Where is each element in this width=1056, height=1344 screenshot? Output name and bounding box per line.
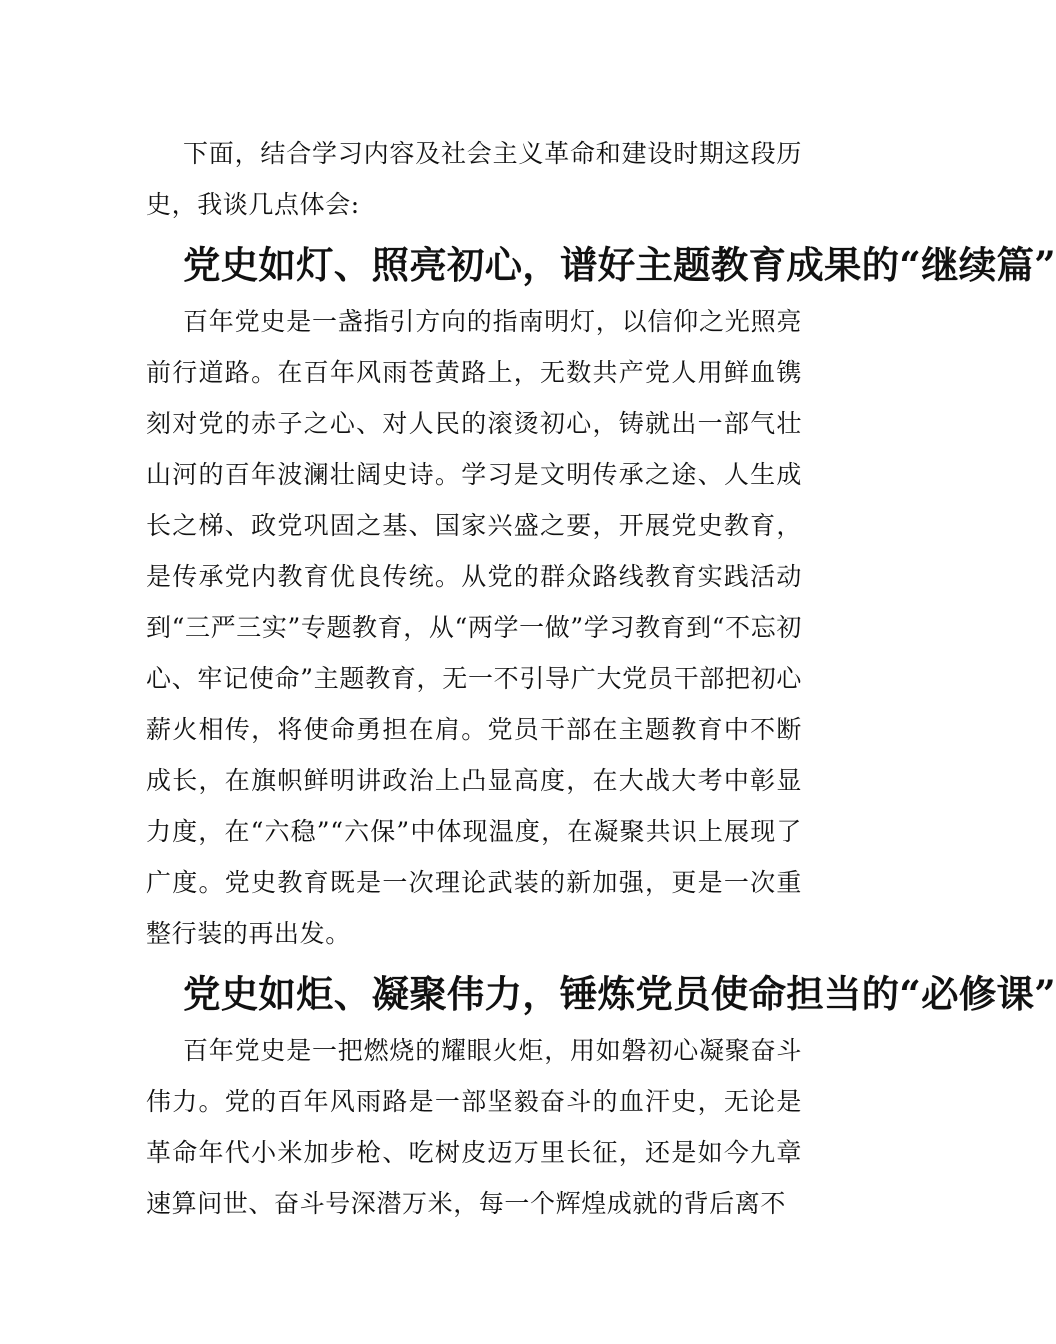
section-heading-1: 党史如灯、照亮初心，谱好主题教育成果的“继续篇” bbox=[183, 243, 1056, 287]
section-heading-2: 党史如炬、凝聚伟力，锤炼党员使命担当的“必修课” bbox=[183, 972, 1056, 1016]
section-paragraph-1: 百年党史是一盏指引方向的指南明灯，以信仰之光照亮前行道路。在百年风雨苍黄路上，无数共产党人用鲜血镌刻对党的赤子之心、对人民的滚烫初心，铸就出一部气壮山河的百年波澜壮阔史诗。学习是文明传承之途、人生成长之梯、政党巩固之基、国家兴盛之要，开展党史教育，是传承党内教育优良传统。从党的群众路线教育实践活动到“三严三实”专题教育，从“两学一做”学习教育到“不忘初心、牢记使命”主题教育，无一不引导广大党员干部把初心薪火相传，将使命勇担在肩。党员干部在主题教育中不断成长，在旗帜鲜明讲政治上凸显高度，在大战大考中彰显力度，在“六稳”“六保”中体现温度，在凝聚共识上展现了广度。党史教育既是一次理论武装的新加强，更是一次重整行装的再出发。 bbox=[146, 307, 802, 948]
document-body bbox=[146, 128, 1056, 1229]
intro-paragraph: 下面，结合学习内容及社会主义革命和建设时期这段历史，我谈几点体会: bbox=[146, 139, 802, 219]
section-paragraph-2: 百年党史是一把燃烧的耀眼火炬，用如磐初心凝聚奋斗伟力。党的百年风雨路是一部坚毅奋斗的血汗史，无论是革命年代小米加步枪、吃树皮迈万里长征，还是如今九章速算问世、奋斗号深潜万米，每一个辉煌成就的背后离不 bbox=[146, 1036, 802, 1218]
